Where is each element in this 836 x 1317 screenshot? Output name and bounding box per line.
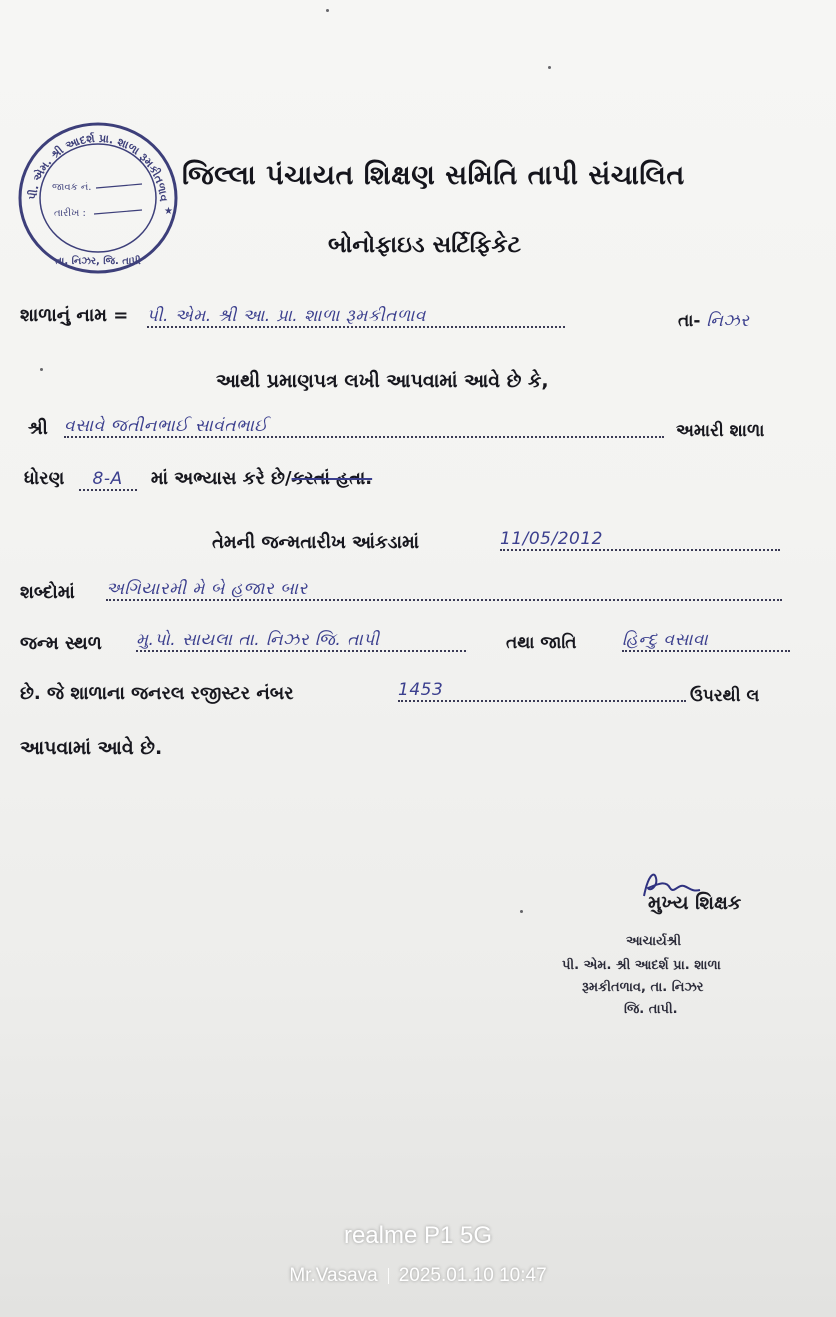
standard-suffix-a: માં અભ્યાસ કરે છે/ [150, 468, 292, 489]
paper-speck [40, 368, 43, 371]
seal-bottom-text: તા. નિઝર, જિ. તાપી [55, 256, 141, 267]
birthplace-value: મુ.પો. સાયલા તા. નિઝર જિ. તાપી [136, 630, 466, 652]
name-suffix: અમારી શાળા [676, 421, 765, 441]
words-label: શબ્દોમાં [20, 582, 75, 603]
paper-speck [520, 910, 523, 913]
taluka-label: તા- [678, 311, 701, 331]
paper-speck [548, 66, 551, 69]
caste-label: તથા જાતિ [506, 633, 577, 653]
standard-row [24, 468, 372, 491]
school-name-label: શાળાનું નામ = [20, 305, 129, 326]
taluka-value: નિઝર [706, 311, 750, 331]
certificate-title: બોનોફાઇડ સર્ટિફિકેટ [328, 232, 522, 258]
paper-speck [326, 9, 329, 12]
student-name-value: વસાવે જતીનભાઈ સાવંતભાઈ [64, 416, 664, 438]
school-name-row [20, 305, 565, 328]
seal-field-2: તારીખ : [54, 208, 86, 219]
dob-value: 11/05/2012 [500, 529, 780, 551]
seal-outer-text: પી. એમ. શ્રી આદર્શ પ્રા. શાળા રૂમકીતળાવ [26, 131, 171, 203]
school-seal [14, 118, 182, 278]
standard-value: 8-A [79, 469, 137, 491]
seal-field-1: જાવક નં. [52, 182, 92, 193]
register-prefix: છે. જે શાળાના જનરલ રજીસ્ટર નંબર [20, 683, 294, 704]
svg-text:★: ★ [164, 206, 173, 217]
intro-text: આથી પ્રમાણપત્ર લખી આપવામાં આવે છે કે, [216, 370, 549, 392]
stamp-line-3: રૂમકીતળાવ, તા. નિઝર [582, 980, 704, 995]
watermark-timestamp: 2025.01.10 10:47 [398, 1265, 547, 1286]
dob-label: તેમની જન્મતારીખ આંકડામાં [212, 532, 420, 553]
standard-prefix: ધોરણ [24, 468, 65, 489]
standard-suffix-b: કરતાં હતા. [291, 468, 373, 489]
register-number-value: 1453 [398, 680, 686, 702]
closing-text: આપવામાં આવે છે. [20, 737, 163, 759]
birthplace-label: જન્મ સ્થળ [20, 633, 102, 654]
dob-in-words-value: અગિયારમી મે બે હજાર બાર [106, 579, 782, 601]
name-prefix: શ્રી [28, 418, 48, 439]
camera-info-watermark [0, 1265, 836, 1287]
school-name-value: પી. એમ. શ્રી આ. પ્રા. શાળા રૂમકીતળાવ [147, 306, 565, 328]
issuing-authority-title: જિલ્લા પંચાયત શિક્ષણ સમિતિ તાપી સંચાલિત [182, 160, 685, 191]
register-suffix: ઉપરથી લ [690, 686, 760, 706]
watermark-user: Mr.Vasava [289, 1265, 378, 1286]
head-teacher-label: મુખ્ય શિક્ષક [648, 892, 742, 914]
caste-value: હિન્દુ વસાવા [622, 630, 790, 652]
stamp-line-2: પી. એમ. શ્રી આદર્શ પ્રા. શાળા [562, 958, 721, 973]
watermark-separator [388, 1268, 389, 1284]
taluka-row [678, 311, 749, 331]
stamp-line-4: જિ. તાપી. [624, 1002, 678, 1017]
camera-device-watermark: realme P1 5G [343, 1222, 493, 1249]
stamp-line-1: આચાર્યશ્રી [626, 934, 682, 949]
